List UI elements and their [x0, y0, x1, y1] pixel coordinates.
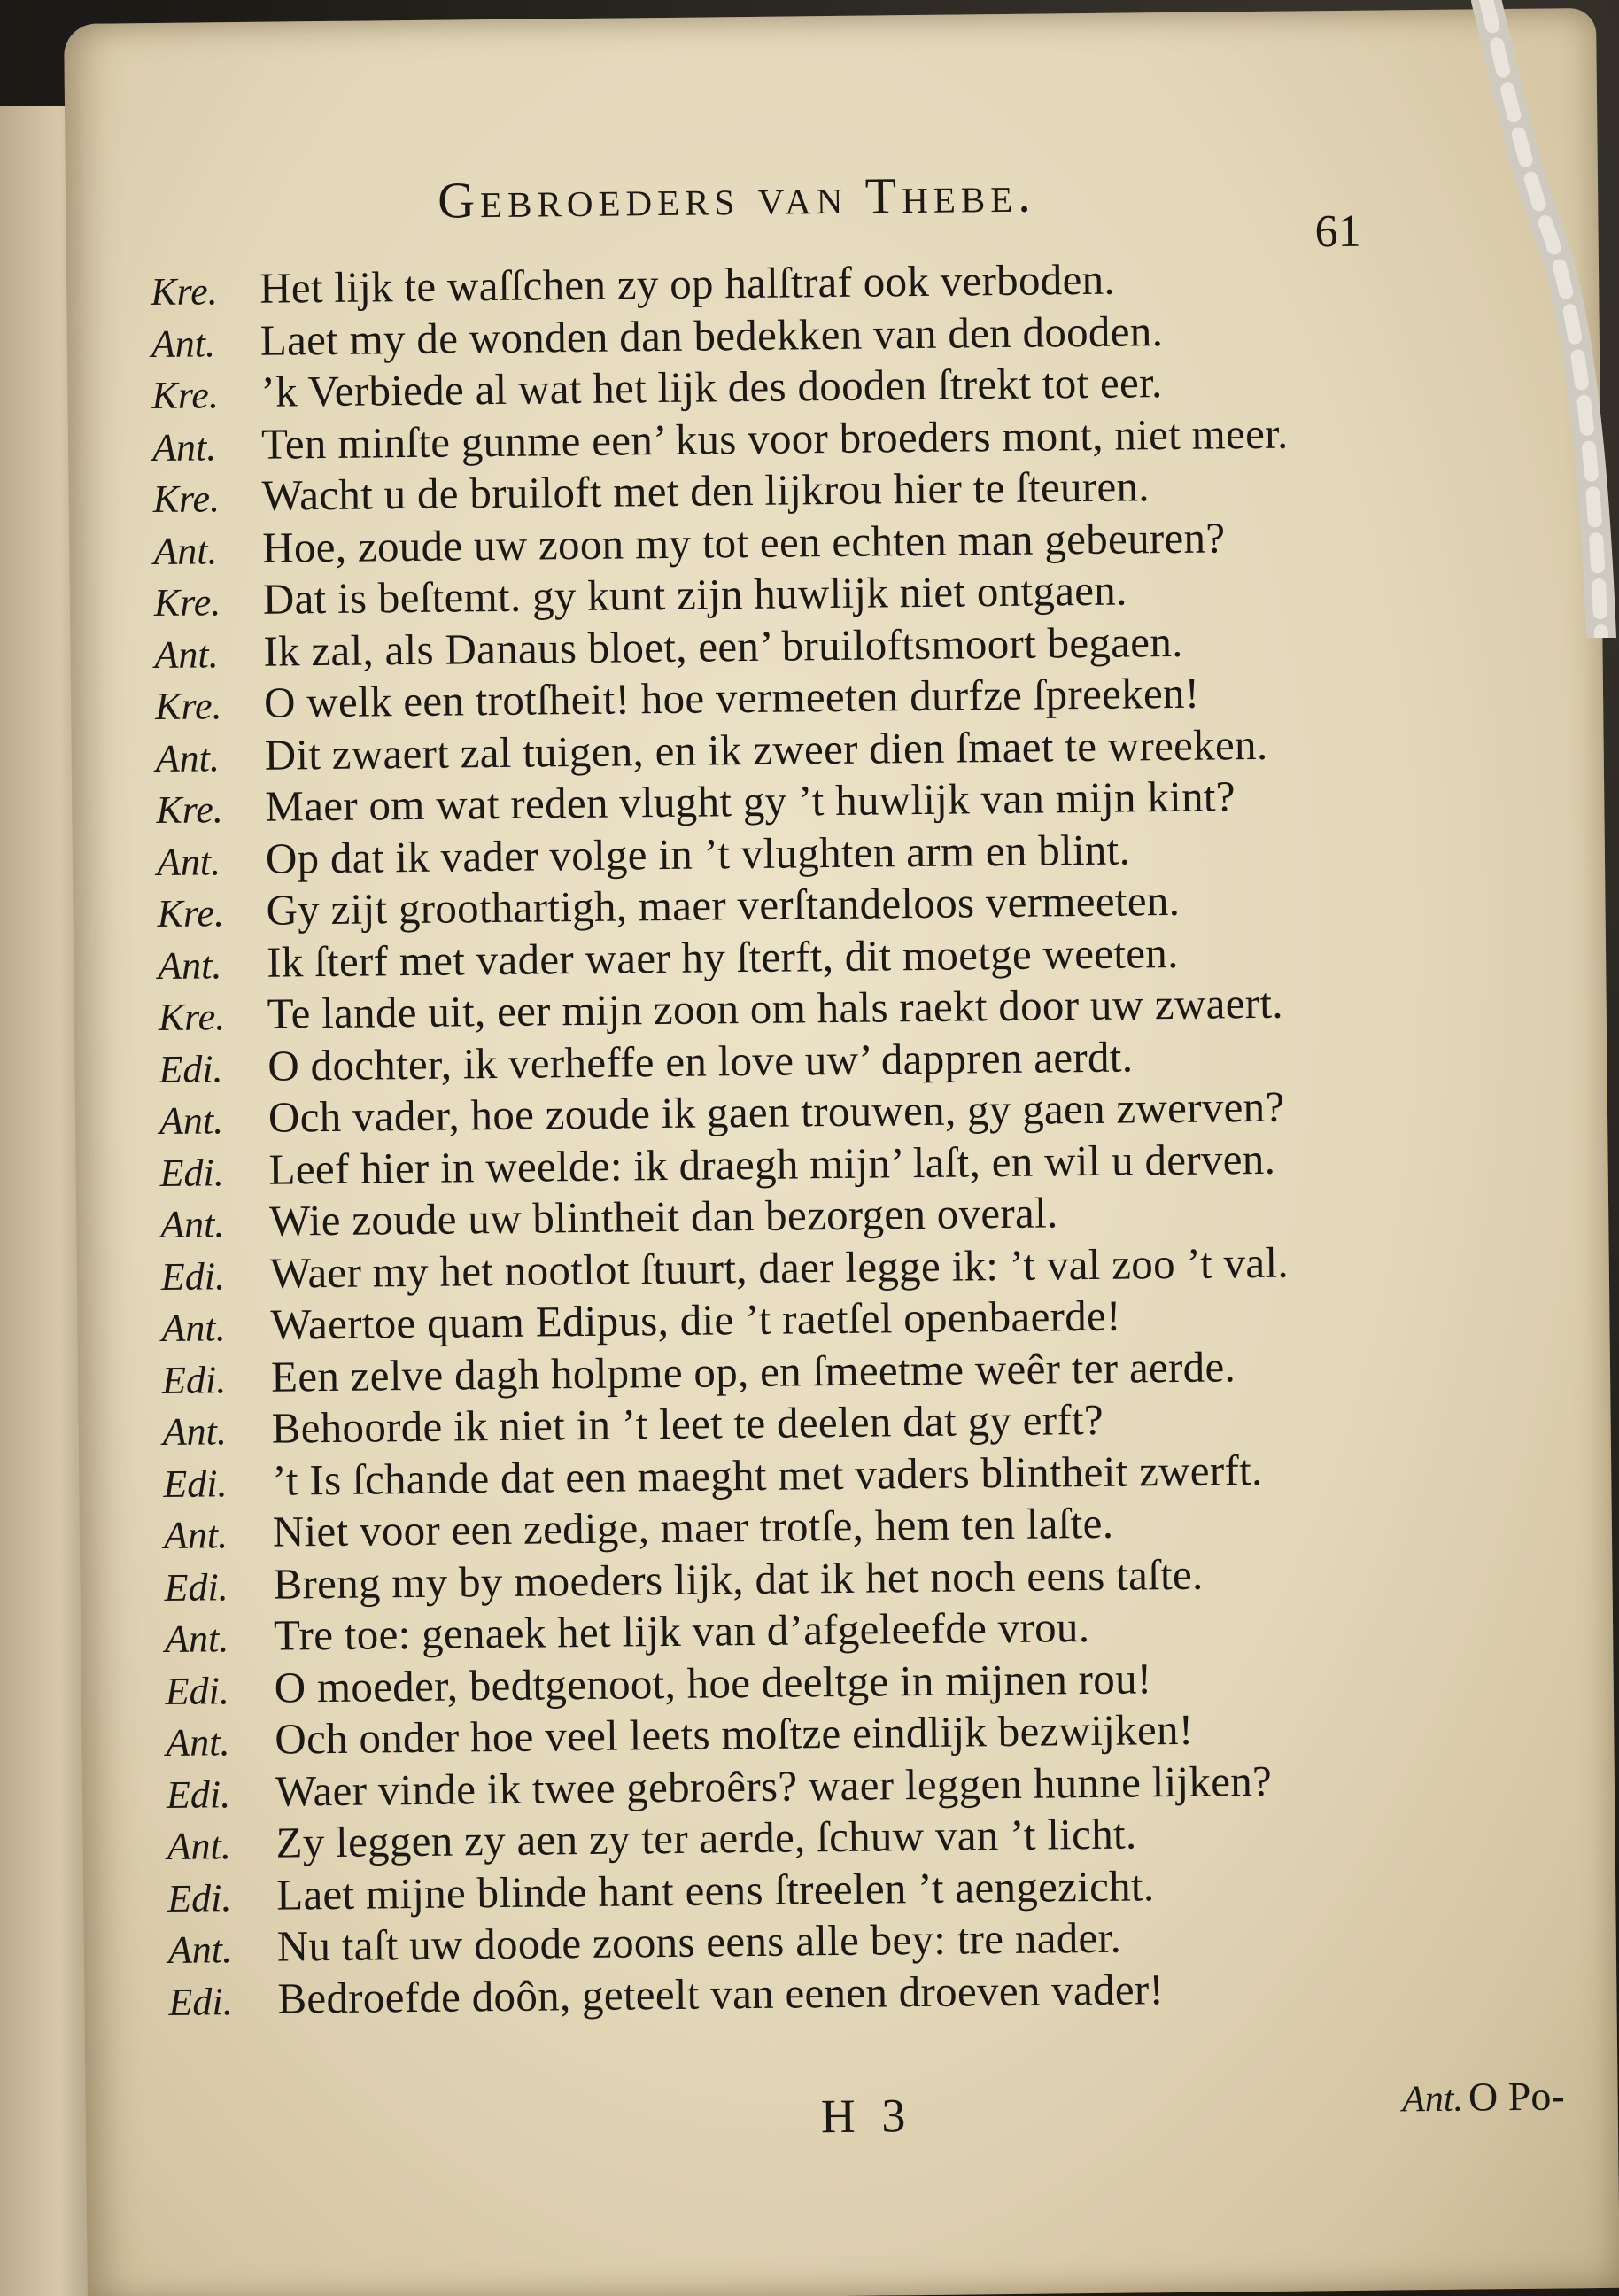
verse-text: Op dat ik vader volge in ’t vlughten arm en blint. [265, 825, 1131, 883]
verse-text: Een zelve dagh holpme op, en ſmeetme weêr ter aerde. [270, 1341, 1236, 1401]
verse-text: Laet my de wonden dan bedekken van den dooden. [260, 306, 1164, 365]
speaker-label: Ant. [159, 1098, 224, 1143]
speaker-label: Ant. [162, 1409, 228, 1454]
speaker-label: Ant. [166, 1720, 230, 1765]
verse-text: Laet mijne blinde hant eens ſtreelen ’t aengezicht. [275, 1860, 1155, 1920]
verse-text: Waer my het nootlot ſtuurt, daer legge ik: ’t val zoo ’t val. [269, 1237, 1290, 1298]
speaker-label: Edi. [167, 1875, 232, 1920]
speaker-label: Ant. [151, 424, 217, 469]
verse-text: Ik ſterf met vader waer hy ſterft, dit moetge weeten. [266, 927, 1179, 987]
page-number: 61 [1314, 206, 1361, 258]
verse-list [102, 250, 1538, 2027]
speaker-label: Edi. [163, 1461, 228, 1506]
verse-text: Behoorde ik niet in ’t leet te deelen dat gy erft? [271, 1394, 1104, 1453]
verse-text: Maer om wat reden vlught gy ’t huwlijk van mijn kint? [265, 772, 1236, 831]
running-title: Gebroeders van Thebe. [437, 165, 1037, 229]
verse-text: Gy zijt groothartigh, maer verſtandeloos vermeeten. [266, 875, 1181, 935]
catchword-text: O Po- [1468, 2073, 1565, 2120]
verse-text: Leef hier in weelde: ik draegh mijn’ laſt, en wil u derven. [268, 1134, 1276, 1194]
verse-text: Te lande uit, eer mijn zoon om hals raekt door uw zwaert. [267, 978, 1284, 1038]
verse-text: Niet voor een zedige, maer trotſe, hem ten laſte. [272, 1498, 1114, 1556]
verse-text: Zy leggen zy aen zy ter aerde, ſchuw van ’t licht. [275, 1809, 1137, 1867]
verse-text: Wacht u de bruiloft met den lijkrou hier te ſteuren. [261, 462, 1150, 520]
speaker-label: Ant. [157, 942, 222, 988]
verse-text: ’k Verbiede al wat het lijk des dooden ſtrekt tot eer. [260, 358, 1163, 416]
page-header [66, 141, 1599, 258]
speaker-label: Kre. [151, 373, 220, 418]
verse-text: Hoe, zoude uw zoon my tot een echten man gebeuren? [261, 512, 1226, 572]
speaker-label: Edi. [168, 1979, 233, 2024]
verse-text: O dochter, ik verheffe en love uw’ dappren aerdt. [267, 1031, 1134, 1090]
speaker-label: Edi. [160, 1253, 226, 1299]
speaker-label: Kre. [152, 477, 221, 522]
verse-text: Waer vinde ik twee gebroêrs? waer leggen hunne lijken? [275, 1756, 1273, 1816]
speaker-label: Kre. [156, 787, 223, 833]
speaker-label: Edi. [166, 1772, 231, 1817]
verse-text: Nu taſt uw doode zoons eens alle bey: tre nader. [276, 1912, 1122, 1971]
verse-text: O welk een trotſheit! hoe vermeeten durfze ſpreeken! [263, 668, 1200, 727]
catchword-speaker: Ant. [1401, 2078, 1464, 2121]
speaker-label: Ant. [167, 1824, 231, 1868]
speaker-label: Edi. [159, 1150, 224, 1195]
verse-text: Tre toe: genaek het lijk van d’afgeleefde vrou. [273, 1602, 1090, 1660]
speaker-label: Kre. [157, 891, 225, 936]
speaker-label: Edi. [161, 1357, 227, 1402]
verse-text: O moeder, bedtgenoot, hoe deeltge in mijnen rou! [274, 1653, 1152, 1712]
speaker-label: Ant. [159, 1202, 225, 1246]
speaker-label: Ant. [155, 735, 221, 780]
speaker-label: Ant. [161, 1306, 226, 1350]
verse-text: Ik zal, als Danaus bloet, een’ bruiloftsmoort begaen. [263, 617, 1183, 676]
verse-text: Het lijk te waſſchen zy op halſtraf ook verboden. [259, 254, 1116, 313]
verse-text: ’t Is ſchande dat een maeght met vaders blintheit zwerft. [271, 1445, 1263, 1505]
verse-text: Bedroefde doôn, geteelt van eenen droeven vader! [277, 1964, 1165, 2023]
speaker-label: Ant. [167, 1928, 233, 1972]
verse-text: Ten minſte gunme een’ kus voor broeders mont, niet meer. [260, 408, 1289, 469]
speaker-label: Edi. [159, 1046, 223, 1091]
speaker-label: Ant. [164, 1617, 229, 1661]
book-page [64, 8, 1619, 2296]
speaker-label: Ant. [163, 1513, 229, 1557]
bookmark-string [1468, 0, 1619, 638]
speaker-label: Kre. [158, 995, 226, 1040]
verse-text: Dat is beſtemt. gy kunt zijn huwlijk niet ontgaen. [262, 565, 1127, 624]
speaker-label: Ant. [154, 632, 219, 677]
speaker-label: Ant. [156, 839, 221, 884]
speaker-label: Kre. [150, 269, 218, 314]
speaker-label: Ant. [151, 321, 216, 366]
verse-text: Och vader, hoe zoude ik gaen trouwen, gy gaen zwerven? [267, 1082, 1285, 1142]
verse-text: Wie zoude uw blintheit dan bezorgen overal. [268, 1188, 1058, 1245]
verse-text: Waertoe quam Edipus, die ’t raetſel openbaerde! [270, 1291, 1121, 1349]
speaker-label: Edi. [165, 1668, 230, 1713]
verse-text: Dit zwaert zal tuigen, en ik zweer dien ſmaet te wreeken. [264, 719, 1268, 780]
speaker-label: Ant. [153, 528, 218, 573]
speaker-label: Kre. [153, 580, 221, 625]
verse-text: Breng my by moeders lijk, dat ik het noch eens taſte. [273, 1549, 1204, 1609]
verse-text: Och onder hoe veel leets moſtze eindlijk bezwijken! [275, 1704, 1194, 1764]
speaker-label: Kre. [154, 684, 222, 729]
signature-mark: H 3 [820, 2089, 913, 2144]
catchword [1402, 2072, 1565, 2121]
speaker-label: Edi. [164, 1564, 229, 1610]
